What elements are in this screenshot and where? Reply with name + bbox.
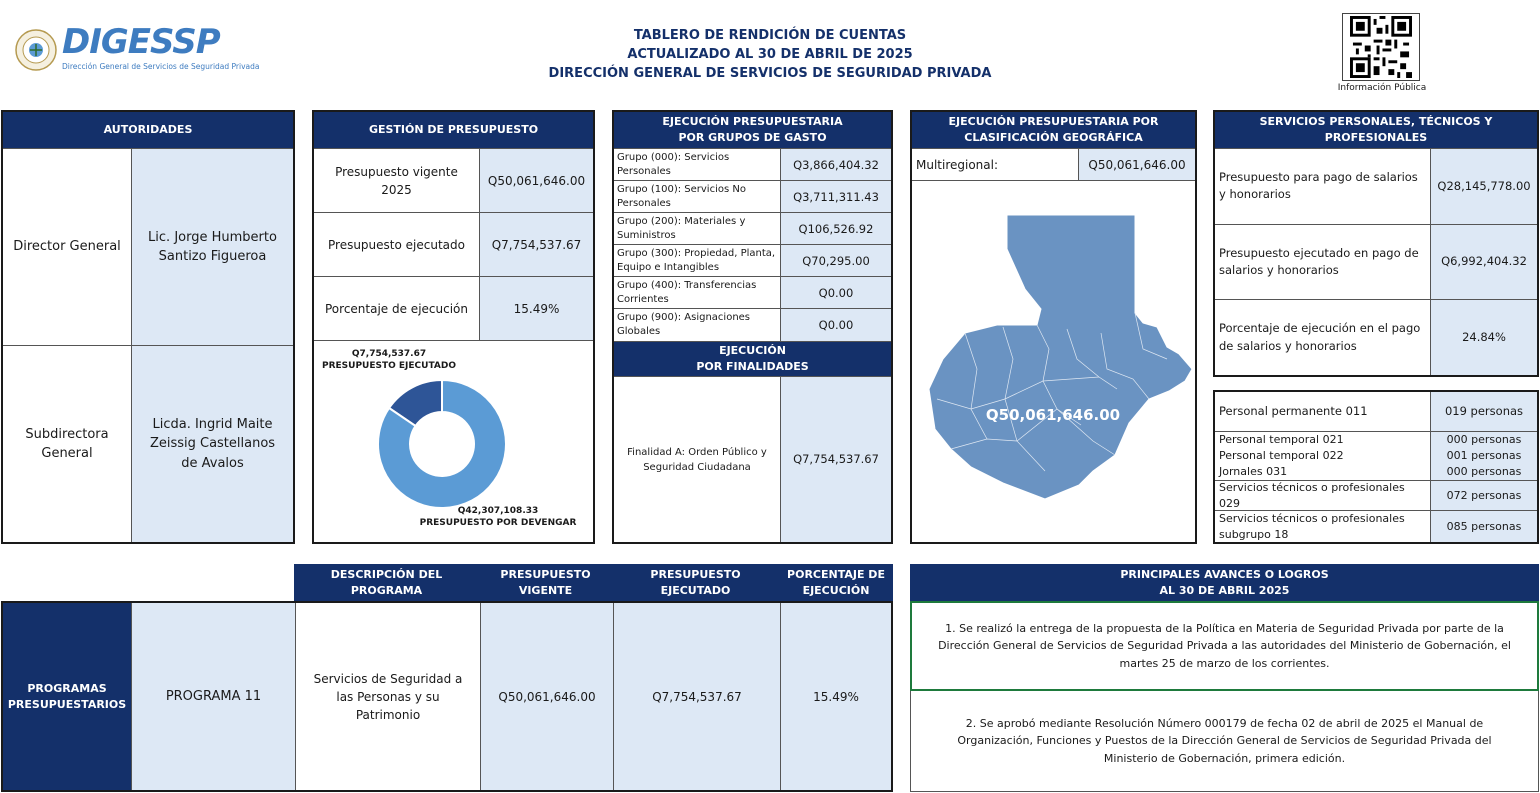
personal-row xyxy=(1215,392,1537,432)
personal-label: Personal temporal 022 xyxy=(1219,448,1344,462)
programa-name: PROGRAMA 11 xyxy=(131,603,295,790)
autoridad-role: Subdirectora General xyxy=(25,426,109,461)
grupo-value: Q3,866,404.32 xyxy=(780,149,891,180)
grupo-label: Grupo (300): Propiedad, Planta, Equipo e Intangibles xyxy=(617,247,776,273)
personal-label: Personal permanente 011 xyxy=(1219,404,1368,419)
gestion-value: Q7,754,537.67 xyxy=(479,213,593,276)
geografica-value: Q50,061,646.00 xyxy=(1078,149,1195,180)
grupos-title-line-1: EJECUCIÓN PRESUPUESTARIA xyxy=(662,115,843,129)
map-area xyxy=(912,181,1195,542)
geografica-panel xyxy=(910,110,1197,544)
geografica-title-line-1: EJECUCIÓN PRESUPUESTARIA POR xyxy=(948,115,1159,129)
chart-label-ejecutado-name: PRESUPUESTO EJECUTADO xyxy=(321,360,456,371)
gestion-label: Presupuesto ejecutado xyxy=(328,237,465,252)
servicios-label: Porcentaje de ejecución en el pago de salarios y honorarios xyxy=(1219,321,1421,353)
chart-label-devengar xyxy=(412,506,584,529)
personal-label: Personal temporal 021 xyxy=(1219,433,1344,447)
personal-row xyxy=(1215,511,1537,542)
logros-title-line-2: AL 30 DE ABRIL 2025 xyxy=(1159,583,1290,597)
personal-value: 001 personas xyxy=(1446,448,1522,462)
qr-code-icon xyxy=(1350,16,1412,78)
finalidades-title xyxy=(614,342,891,377)
grupos-title xyxy=(614,112,891,149)
gestion-value: 15.49% xyxy=(479,277,593,340)
grupo-label: Grupo (400): Transferencias Corrientes xyxy=(617,279,757,305)
gestion-row xyxy=(314,213,593,277)
servicios-value: 24.84% xyxy=(1430,300,1537,375)
servicios-label: Presupuesto para pago de salarios y honorarios xyxy=(1219,170,1418,202)
servicios-label: Presupuesto ejecutado en pago de salarios y honorarios xyxy=(1219,245,1419,277)
autoridad-role: Director General xyxy=(13,239,121,255)
grupo-value: Q0.00 xyxy=(780,277,891,308)
table-row xyxy=(614,181,891,213)
geografica-title xyxy=(912,112,1195,149)
personal-row xyxy=(1215,432,1537,482)
finalidades-title-line-2: POR FINALIDADES xyxy=(696,360,809,373)
personal-value: 019 personas xyxy=(1430,392,1537,431)
autoridades-panel xyxy=(1,110,295,544)
servicios-panel xyxy=(1213,110,1539,377)
chart-label-ejecutado xyxy=(314,349,464,372)
guatemala-map xyxy=(917,209,1197,511)
grupo-value: Q70,295.00 xyxy=(780,245,891,276)
grupo-label: Grupo (100): Servicios No Personales xyxy=(617,183,746,209)
grupos-title-line-2: POR GRUPOS DE GASTO xyxy=(678,131,827,144)
grupo-value: Q0.00 xyxy=(780,309,891,341)
gestion-value: Q50,061,646.00 xyxy=(479,149,593,212)
personal-label: Servicios técnicos o profesionales subgrupo 18 xyxy=(1219,512,1405,541)
header-descripcion: DESCRIPCIÓN DEL PROGRAMA xyxy=(294,564,479,601)
grupos-panel xyxy=(612,110,893,544)
gestion-label: Presupuesto vigente 2025 xyxy=(335,164,458,197)
title-line-2: ACTUALIZADO AL 30 DE ABRIL DE 2025 xyxy=(627,47,913,62)
logro-item: 1. Se realizó la entrega de la propuesta de la Política en Materia de Seguridad Privada por parte de la Dirección General de Servicios de Seguridad Privada a las autoridades del Ministerio de Gobernación, el martes 25 de marzo de los corrientes. xyxy=(910,601,1539,691)
gestion-row xyxy=(314,277,593,341)
autoridad-name: Lic. Jorge Humberto Santizo Figueroa xyxy=(131,149,293,345)
personal-panel xyxy=(1213,390,1539,544)
grupos-table xyxy=(614,149,891,342)
personal-label: Jornales 031 xyxy=(1219,464,1288,478)
finalidades-row xyxy=(614,377,891,542)
personal-row xyxy=(1215,481,1537,511)
personal-values-group xyxy=(1430,432,1537,481)
chart-label-ejecutado-value: Q7,754,537.67 xyxy=(351,349,427,359)
page-title xyxy=(470,26,1070,83)
table-row xyxy=(614,245,891,277)
programa-porcentaje: 15.49% xyxy=(780,603,891,790)
logros-title-line-1: PRINCIPALES AVANCES O LOGROS xyxy=(1120,567,1329,581)
servicios-value: Q28,145,778.00 xyxy=(1430,149,1537,224)
guatemala-map-shape xyxy=(929,215,1192,499)
programa-ejecutado: Q7,754,537.67 xyxy=(613,603,780,790)
autoridad-name: Licda. Ingrid Maite Zeissig Castellanos de Avalos xyxy=(131,346,293,542)
servicios-title xyxy=(1215,112,1537,149)
programas-row xyxy=(1,601,893,792)
donut-chart xyxy=(374,376,510,512)
qr-caption: Información Pública xyxy=(1337,83,1427,93)
donut-chart-area xyxy=(314,341,593,542)
grupo-label: Grupo (000): Servicios Personales xyxy=(617,151,730,177)
finalidades-title-line-1: EJECUCIÓN xyxy=(719,344,786,358)
chart-label-devengar-name: PRESUPUESTO POR DEVENGAR xyxy=(419,517,577,528)
grupo-value: Q3,711,311.43 xyxy=(780,181,891,212)
servicios-title-line-1: SERVICIOS PERSONALES, TÉCNICOS Y xyxy=(1259,115,1493,129)
personal-value: 000 personas xyxy=(1446,433,1522,447)
servicios-title-line-2: PROFESIONALES xyxy=(1324,131,1428,144)
finalidad-label: Finalidad A: Orden Público y Seguridad Ciudadana xyxy=(627,446,767,473)
servicios-row xyxy=(1215,149,1537,225)
gestion-row xyxy=(314,149,593,213)
programa-descripcion: Servicios de Seguridad a las Personas y su Patrimonio xyxy=(295,603,480,790)
title-line-1: TABLERO DE RENDICIÓN DE CUENTAS xyxy=(633,28,907,43)
ministry-seal-icon xyxy=(14,28,58,72)
logo-subtitle: Dirección General de Servicios de Seguridad Privada xyxy=(62,62,260,71)
personal-value: 000 personas xyxy=(1446,464,1522,478)
personal-label: Servicios técnicos o profesionales 029 xyxy=(1219,481,1405,510)
logro-item: 2. Se aprobó mediante Resolución Número 000179 de fecha 02 de abril de 2025 el Manual de Organización, Funciones y Puestos de la Dirección General de Servicios de Seguridad Privada del Ministerio de Gobernación, primera edición. xyxy=(910,691,1539,792)
personal-value: 072 personas xyxy=(1430,481,1537,510)
title-line-3: DIRECCIÓN GENERAL DE SERVICIOS DE SEGURIDAD PRIVADA xyxy=(548,66,992,81)
servicios-row xyxy=(1215,225,1537,301)
personal-labels-group xyxy=(1215,432,1430,481)
qr-code[interactable] xyxy=(1342,13,1420,81)
table-row xyxy=(614,149,891,181)
personal-value: 085 personas xyxy=(1430,511,1537,542)
header-vigente: PRESUPUESTO VIGENTE xyxy=(479,564,612,601)
grupo-value: Q106,526.92 xyxy=(780,213,891,244)
logo-text: DIGESSP xyxy=(62,22,220,62)
table-row xyxy=(614,309,891,341)
table-row xyxy=(614,213,891,245)
autoridades-title: AUTORIDADES xyxy=(3,112,293,149)
programas-row-title: PROGRAMAS PRESUPUESTARIOS xyxy=(3,603,131,790)
header-porcentaje: PORCENTAJE DE EJECUCIÓN xyxy=(779,564,893,601)
logros-title xyxy=(910,564,1539,601)
geografica-title-line-2: CLASIFICACIÓN GEOGRÁFICA xyxy=(964,131,1143,144)
gestion-panel xyxy=(312,110,595,544)
gestion-title: GESTIÓN DE PRESUPUESTO xyxy=(314,112,593,149)
autoridad-row-2 xyxy=(3,346,293,542)
programa-vigente: Q50,061,646.00 xyxy=(480,603,613,790)
chart-label-devengar-value: Q42,307,108.33 xyxy=(457,506,539,516)
grupo-label: Grupo (200): Materiales y Suministros xyxy=(617,215,746,241)
autoridad-row-1 xyxy=(3,149,293,346)
header-ejecutado: PRESUPUESTO EJECUTADO xyxy=(612,564,779,601)
finalidad-value: Q7,754,537.67 xyxy=(780,377,891,542)
table-row xyxy=(614,277,891,309)
digessp-logo xyxy=(14,22,274,76)
grupo-label: Grupo (900): Asignaciones Globales xyxy=(617,312,751,337)
geografica-row xyxy=(912,149,1195,181)
gestion-label: Porcentaje de ejecución xyxy=(325,301,468,316)
servicios-row xyxy=(1215,300,1537,375)
servicios-value: Q6,992,404.32 xyxy=(1430,225,1537,300)
map-value-label: Q50,061,646.00 xyxy=(985,406,1121,424)
geografica-label: Multiregional: xyxy=(916,157,999,172)
